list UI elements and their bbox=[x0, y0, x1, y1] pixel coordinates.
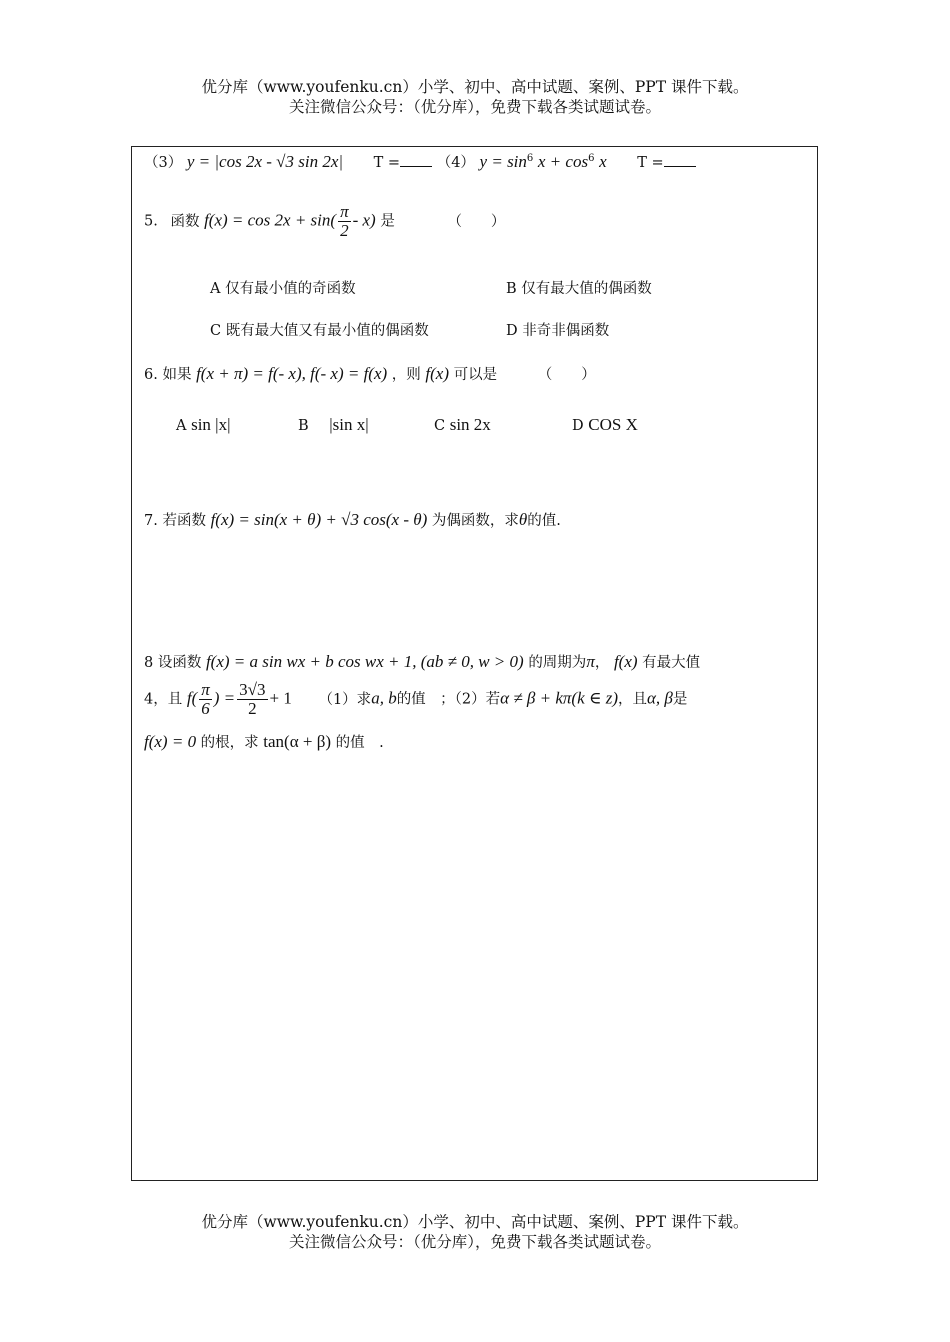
q6-fx: f(x) bbox=[425, 364, 449, 383]
q6-option-a-label: A bbox=[176, 418, 187, 434]
q8-pi: π bbox=[586, 652, 595, 671]
q8-part1: （1）求 bbox=[318, 691, 372, 708]
q5-option-d[interactable]: D 非奇非偶函数 bbox=[506, 323, 610, 339]
q5-answer-paren[interactable]: （ ） bbox=[447, 213, 506, 230]
q8-comma: ， bbox=[594, 655, 610, 671]
question-3-4-row bbox=[144, 151, 696, 172]
q6-option-d[interactable] bbox=[572, 415, 638, 435]
q6-answer-paren[interactable]: （ ） bbox=[537, 367, 596, 383]
q8-root-expression: f(x) = 0 bbox=[144, 732, 197, 751]
q5-fraction bbox=[338, 203, 351, 240]
q4-answer-blank[interactable] bbox=[664, 152, 696, 167]
q4-expression-b: x + cos bbox=[537, 152, 589, 171]
q6-option-d-expression: COS X bbox=[588, 415, 638, 434]
q8-frac1-numerator: π bbox=[201, 680, 210, 699]
banner-line-1: 优分库（www.youfenku.cn）小学、初中、高中试题、案例、PPT 课件下载。 bbox=[201, 78, 749, 96]
q5-expression-b: - x) bbox=[352, 210, 376, 230]
question-5 bbox=[144, 203, 505, 240]
q5-fraction-numerator: π bbox=[340, 202, 349, 221]
q8-plus-one: + 1 bbox=[269, 688, 292, 708]
q5-option-a[interactable]: A 仅有最小值的奇函数 bbox=[210, 281, 356, 297]
q6-prefix: 6. 如果 bbox=[144, 367, 192, 383]
question-7 bbox=[144, 509, 561, 530]
q4-label: （4） bbox=[436, 155, 475, 171]
q4-expression-a: y = sin bbox=[479, 152, 527, 171]
q8-mid: 的周期为 bbox=[528, 655, 587, 671]
q6-option-a[interactable] bbox=[176, 415, 231, 435]
q7-suffix: 的值. bbox=[527, 513, 561, 529]
q6-expression: f(x + π) = f(- x), f(- x) = f(x) bbox=[196, 364, 388, 383]
footer-banner bbox=[0, 1212, 950, 1252]
q5-suffix: 是 bbox=[380, 213, 395, 230]
q4-exponent-1: 6 bbox=[526, 153, 534, 165]
q8-line2-prefix: 4，且 bbox=[144, 691, 183, 708]
q5-number: 5. bbox=[144, 213, 158, 230]
q8-line3-mid: 的根，求 bbox=[200, 735, 259, 751]
q6-option-c-label: C bbox=[434, 418, 446, 434]
q8-line3-suffix: 的值 . bbox=[335, 735, 384, 751]
q6-option-c[interactable] bbox=[434, 415, 491, 435]
q6-option-b-expression: |sin x| bbox=[329, 415, 369, 434]
q6-option-a-expression: sin |x| bbox=[191, 415, 231, 434]
q4-expression-c: x bbox=[599, 152, 607, 171]
q7-prefix: 7. 若函数 bbox=[144, 513, 206, 529]
q5-option-b[interactable]: B 仅有最大值的偶函数 bbox=[506, 281, 652, 297]
q6-option-b[interactable] bbox=[298, 415, 369, 435]
q8-value-fraction bbox=[237, 681, 267, 718]
q5-prefix: 函数 bbox=[170, 213, 200, 230]
q8-frac2-numerator: 3√3 bbox=[239, 680, 266, 699]
question-8-line-1 bbox=[144, 651, 700, 672]
q7-theta: θ bbox=[518, 510, 528, 529]
q8-frac2-denominator: 2 bbox=[248, 699, 257, 718]
footer-line-1: 优分库（www.youfenku.cn）小学、初中、高中试题、案例、PPT 课件下载。 bbox=[201, 1213, 749, 1231]
q3-answer-blank[interactable] bbox=[400, 152, 432, 167]
q8-tan-expression: tan(α + β) bbox=[263, 732, 332, 751]
footer-line-2: 关注微信公众号：（优分库），免费下载各类试题试卷。 bbox=[288, 1233, 661, 1251]
q6-suffix: 可以是 bbox=[453, 367, 498, 383]
q8-is: 是 bbox=[672, 691, 688, 708]
q8-condition: α ≠ β + kπ(k ∈ z) bbox=[500, 688, 618, 708]
q6-option-c-expression: sin 2x bbox=[449, 415, 491, 434]
q5-expression-a: f(x) = cos 2x + sin( bbox=[204, 210, 337, 230]
question-8-line-3 bbox=[144, 731, 384, 752]
q8-fx: f(x) bbox=[613, 652, 638, 671]
q3-label: （3） bbox=[144, 155, 183, 171]
q8-pi-over-6 bbox=[199, 681, 212, 718]
q5-option-c[interactable]: C 既有最大值又有最小值的偶函数 bbox=[210, 323, 429, 339]
q4-exponent-2: 6 bbox=[588, 153, 595, 165]
question-8-line-2 bbox=[144, 681, 687, 718]
q3-expression: y = |cos 2x - √3 sin 2x| bbox=[186, 152, 344, 171]
q6-mid: ，则 bbox=[391, 367, 421, 383]
q6-option-d-label: D bbox=[572, 418, 584, 434]
q8-part1-end: 的值 ；（2）若 bbox=[396, 691, 501, 708]
q8-prefix: 8 设函数 bbox=[144, 655, 202, 671]
q8-alpha-beta: α, β bbox=[647, 688, 673, 708]
banner-line-2: 关注微信公众号：（优分库），免费下载各类试题试卷。 bbox=[288, 98, 661, 116]
q8-equals: ) = bbox=[213, 688, 236, 708]
q3-period-label: T = bbox=[373, 155, 401, 171]
q8-line1-suffix: 有最大值 bbox=[642, 655, 701, 671]
question-frame bbox=[131, 146, 818, 1181]
q4-period-label: T = bbox=[637, 155, 664, 171]
header-banner bbox=[0, 77, 950, 117]
q7-mid: 为偶函数，求 bbox=[431, 513, 519, 529]
q8-expression: f(x) = a sin wx + b cos wx + 1, (ab ≠ 0, w > 0) bbox=[205, 652, 524, 671]
q5-fraction-denominator: 2 bbox=[340, 221, 349, 240]
q6-option-b-label: B bbox=[298, 418, 309, 434]
q8-ab: a, b bbox=[371, 688, 397, 708]
q7-expression: f(x) = sin(x + θ) + √3 cos(x - θ) bbox=[210, 510, 428, 529]
q8-and: ，且 bbox=[618, 691, 647, 708]
question-6 bbox=[144, 363, 596, 384]
q8-frac1-denominator: 6 bbox=[201, 699, 210, 718]
q8-f-open: f( bbox=[186, 688, 198, 708]
